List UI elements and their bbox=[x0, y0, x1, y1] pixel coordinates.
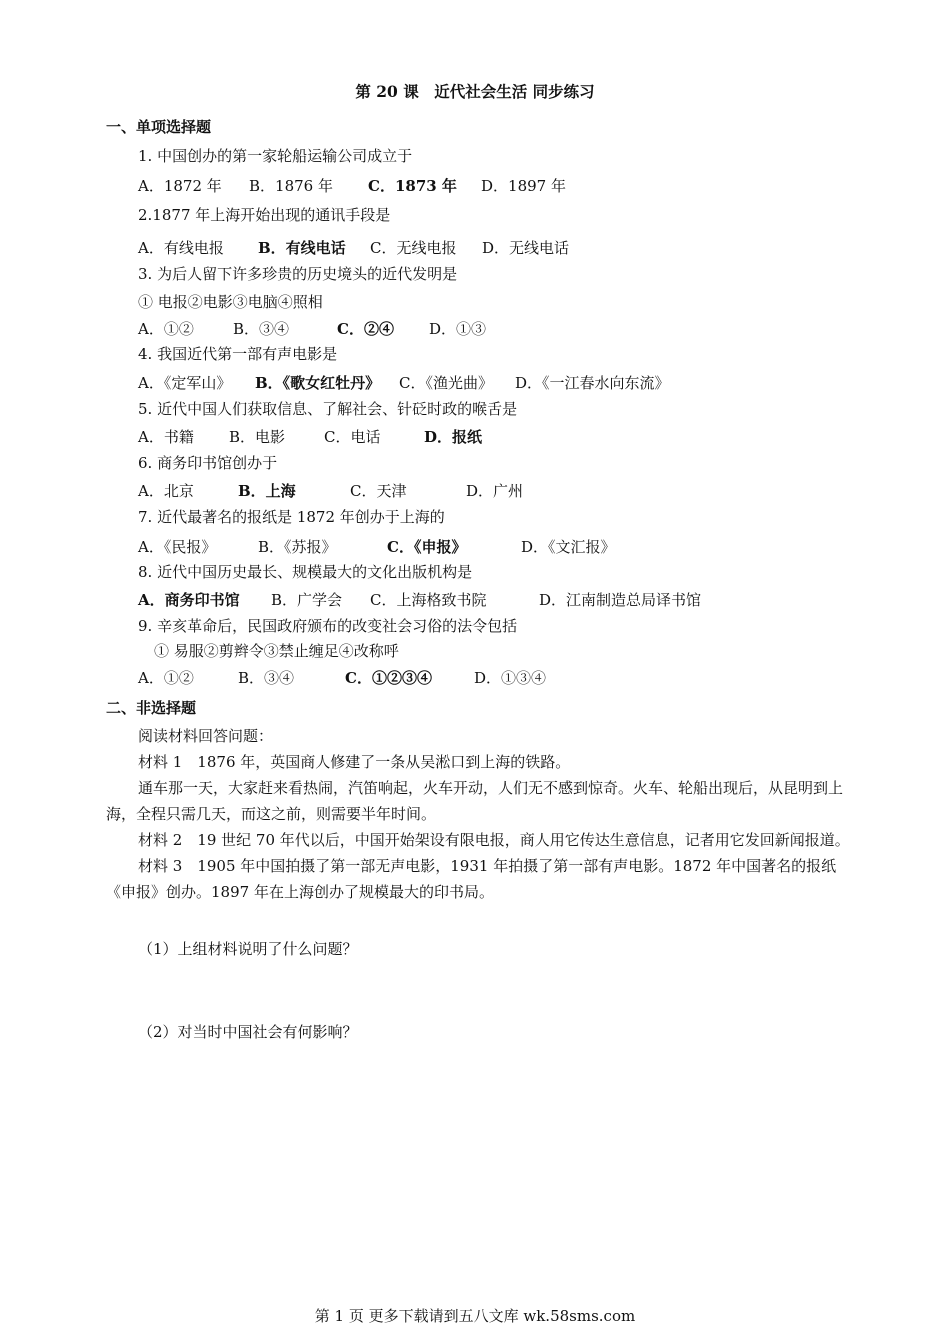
option-d: D．《一江春水向东流》 bbox=[515, 374, 670, 392]
reading-material bbox=[106, 723, 858, 905]
option-d: D．江南制造总局译书馆 bbox=[539, 591, 702, 609]
material-2: 材料 2 19 世纪 70 年代以后，中国开始架设有限电报，商人用它传达生意信息，记者用它发回新闻报道。 bbox=[138, 831, 850, 849]
material-1-detail: 通车那一天，大家赶来看热闹，汽笛响起，火车开动，人们无不感到惊奇。火车、轮船出现后，从昆明到上海，全程只需几天，而这之前，则需要半年时间。 bbox=[106, 779, 844, 823]
option-d: D．①③ bbox=[429, 320, 487, 338]
option-c-answer: C．②④ bbox=[337, 320, 394, 338]
question-5-stem: 5. 近代中国人们获取信息、了解社会、针砭时政的喉舌是 bbox=[138, 400, 518, 418]
option-c: C．天津 bbox=[350, 482, 407, 500]
option-d: D．①③④ bbox=[474, 669, 547, 687]
option-c: C．上海格致书院 bbox=[370, 591, 487, 609]
material-3: 材料 3 1905 年中国拍摄了第一部无声电影，1931 年拍摄了第一部有声电影。1872 年中国著名的报纸《申报》创办。1897 年在上海创办了规模最大的印书局。 bbox=[106, 857, 837, 901]
question-9-stem: 9. 辛亥革命后，民国政府颁布的改变社会习俗的法令包括 bbox=[138, 617, 518, 635]
reading-intro: 阅读材料回答问题： bbox=[138, 727, 274, 745]
option-d: D．广州 bbox=[466, 482, 524, 500]
option-c-answer: C．①②③④ bbox=[345, 669, 432, 687]
option-b: B．1876 年 bbox=[249, 177, 333, 195]
option-a: A．有线电报 bbox=[138, 239, 224, 257]
sub-question-1: （1）上组材料说明了什么问题？ bbox=[138, 940, 358, 958]
option-a-answer: A．商务印书馆 bbox=[138, 591, 240, 609]
option-d: D．无线电话 bbox=[482, 239, 570, 257]
material-1: 材料 1 1876 年，英国商人修建了一条从吴淞口到上海的铁路。 bbox=[138, 753, 571, 771]
option-a: A．1872 年 bbox=[138, 177, 222, 195]
section-heading-choice: 一、单项选择题 bbox=[106, 118, 212, 136]
option-b: B．电影 bbox=[229, 428, 286, 446]
page-footer: 第 1 页 更多下载请到五八文库 wk.58sms.com bbox=[314, 1307, 636, 1325]
option-a: A．《定军山》 bbox=[138, 374, 232, 392]
option-c-answer: C．《申报》 bbox=[387, 538, 467, 556]
question-1-stem: 1. 中国创办的第一家轮船运输公司成立于 bbox=[138, 147, 413, 165]
option-b: B．③④ bbox=[233, 320, 290, 338]
sub-question-2: （2）对当时中国社会有何影响？ bbox=[138, 1023, 358, 1041]
option-d: D．1897 年 bbox=[481, 177, 566, 195]
option-b-answer: B．上海 bbox=[238, 482, 296, 500]
option-b-answer: B．《歌女红牡丹》 bbox=[255, 374, 381, 392]
option-a: A．北京 bbox=[138, 482, 194, 500]
option-c: C．无线电报 bbox=[370, 239, 457, 257]
option-d-answer: D．报纸 bbox=[424, 428, 483, 446]
option-c-answer: C．1873 年 bbox=[368, 177, 457, 195]
option-a: A．《民报》 bbox=[138, 538, 217, 556]
page-title: 第 20 课 近代社会生活 同步练习 bbox=[355, 82, 595, 101]
question-9-items: ① 易服②剪辫令③禁止缠足④改称呼 bbox=[154, 642, 399, 660]
question-3-items: ① 电报②电影③电脑④照相 bbox=[138, 293, 323, 311]
option-b-answer: B．有线电话 bbox=[258, 239, 346, 257]
option-b: B．《苏报》 bbox=[258, 538, 337, 556]
question-6-stem: 6. 商务印书馆创办于 bbox=[138, 454, 278, 472]
question-2-stem: 2.1877 年上海开始出现的通讯手段是 bbox=[138, 206, 391, 224]
option-c: C．电话 bbox=[324, 428, 381, 446]
question-7-stem: 7. 近代最著名的报纸是 1872 年创办于上海的 bbox=[138, 508, 445, 526]
question-4-stem: 4. 我国近代第一部有声电影是 bbox=[138, 345, 338, 363]
section-heading-open: 二、非选择题 bbox=[106, 699, 197, 717]
option-a: A．①② bbox=[138, 320, 194, 338]
question-8-stem: 8. 近代中国历史最长、规模最大的文化出版机构是 bbox=[138, 563, 473, 581]
option-b: B．广学会 bbox=[271, 591, 343, 609]
option-a: A．书籍 bbox=[138, 428, 194, 446]
option-c: C．《渔光曲》 bbox=[399, 374, 493, 392]
question-3-stem: 3. 为后人留下许多珍贵的历史境头的近代发明是 bbox=[138, 265, 458, 283]
option-d: D．《文汇报》 bbox=[521, 538, 616, 556]
option-b: B．③④ bbox=[238, 669, 295, 687]
option-a: A．①② bbox=[138, 669, 194, 687]
